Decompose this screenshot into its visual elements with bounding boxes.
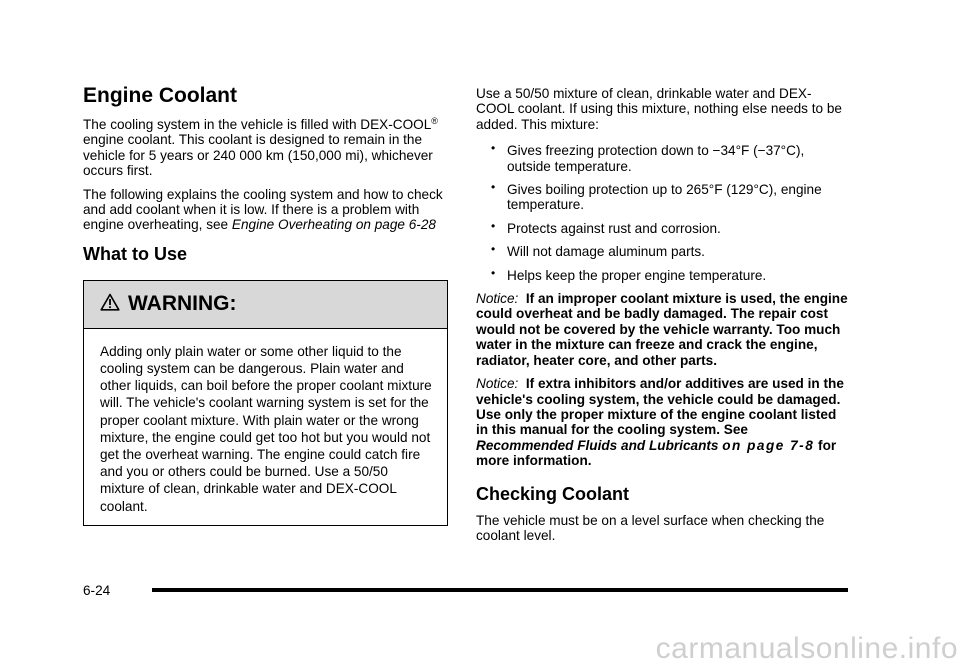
notice-tail: for more information. [476,437,837,469]
page-number: 6-24 [83,583,111,598]
recommended-fluids-link-text: Recommended Fluids and Lubricants [476,437,723,453]
explain-text: The following explains the cooling system and how to check and add coolant when it is low. If there is a problem with engine overheating, see [83,186,443,233]
list-item: • Will not damage aluminum parts. [507,244,848,259]
notice-text: If an improper coolant mixture is used, the engine could overheat and be badly damaged. The repair cost would not be covered by the vehicle warranty. Too much water in the mixture can freeze and crack the engine, radiator, heater core, and other parts. [476,291,848,368]
registered-mark: ® [431,116,438,126]
recommended-fluids-link[interactable] [476,438,814,453]
right-column [476,86,848,551]
mixture-benefits-list [476,143,848,283]
notice-label: Notice: [476,291,519,307]
left-column [83,84,448,526]
warning-triangle-icon [100,293,120,316]
intro-paragraph [83,117,448,179]
list-item: • Helps keep the proper engine temperature. [507,268,848,283]
what-to-use-heading: What to Use [83,243,188,264]
intro-text-b: engine coolant. This coolant is designed to remain in the vehicle for 5 years or 240 000 km (150,000 mi), whichever occurs first. [83,132,433,179]
list-item: • Gives boiling protection up to 265°F (129°C), engine temperature. [507,182,848,213]
notice-improper-mixture [476,291,848,368]
recommended-fluids-page-ref: on page 7-8 [722,437,815,453]
mixture-intro: Use a 50/50 mixture of clean, drinkable water and DEX-COOL coolant. If using this mixture, nothing else needs to be added. This mixture: [476,86,842,132]
warning-box [83,280,448,526]
notice-label: Notice: [476,376,519,392]
warning-title: WARNING: [128,292,237,316]
checking-coolant-text: The vehicle must be on a level surface when checking the coolant level. [476,512,825,543]
list-item: • Gives freezing protection down to −34°F (−37°C), outside temperature. [507,143,848,174]
warning-text: Adding only plain water or some other liquid to the cooling system can be dangerous. Plain water and other liquids, can boil before the proper coolant mixture will. The vehicle's coolant warning system is set for the proper coolant mixture. With plain water or the wrong mixture, the engine could get too hot but you would not get the overheat warning. The engine could catch fire and you or others could be burned. Use a 50/50 mixture of clean, drinkable water and DEX-COOL coolant. [100,343,432,514]
warning-header [84,281,447,329]
explain-paragraph [83,187,448,233]
watermark: carmanualsonline.info [655,632,958,665]
list-item: • Protects against rust and corrosion. [507,221,848,236]
warning-body [84,329,447,525]
intro-text-a: The cooling system in the vehicle is filled with DEX-COOL [83,117,432,132]
notice-inhibitors [476,376,848,468]
engine-overheating-link[interactable]: Engine Overheating on page 6-28 [231,217,436,233]
footer-rule [152,588,848,592]
checking-coolant-heading: Checking Coolant [476,483,630,504]
section-title: Engine Coolant [83,84,237,107]
notice-text: If extra inhibitors and/or additives are used in the vehicle's cooling system, the vehicle could be damaged. Use only the proper mixture of the engine coolant listed in this manual for the cooling system. See [476,376,844,438]
